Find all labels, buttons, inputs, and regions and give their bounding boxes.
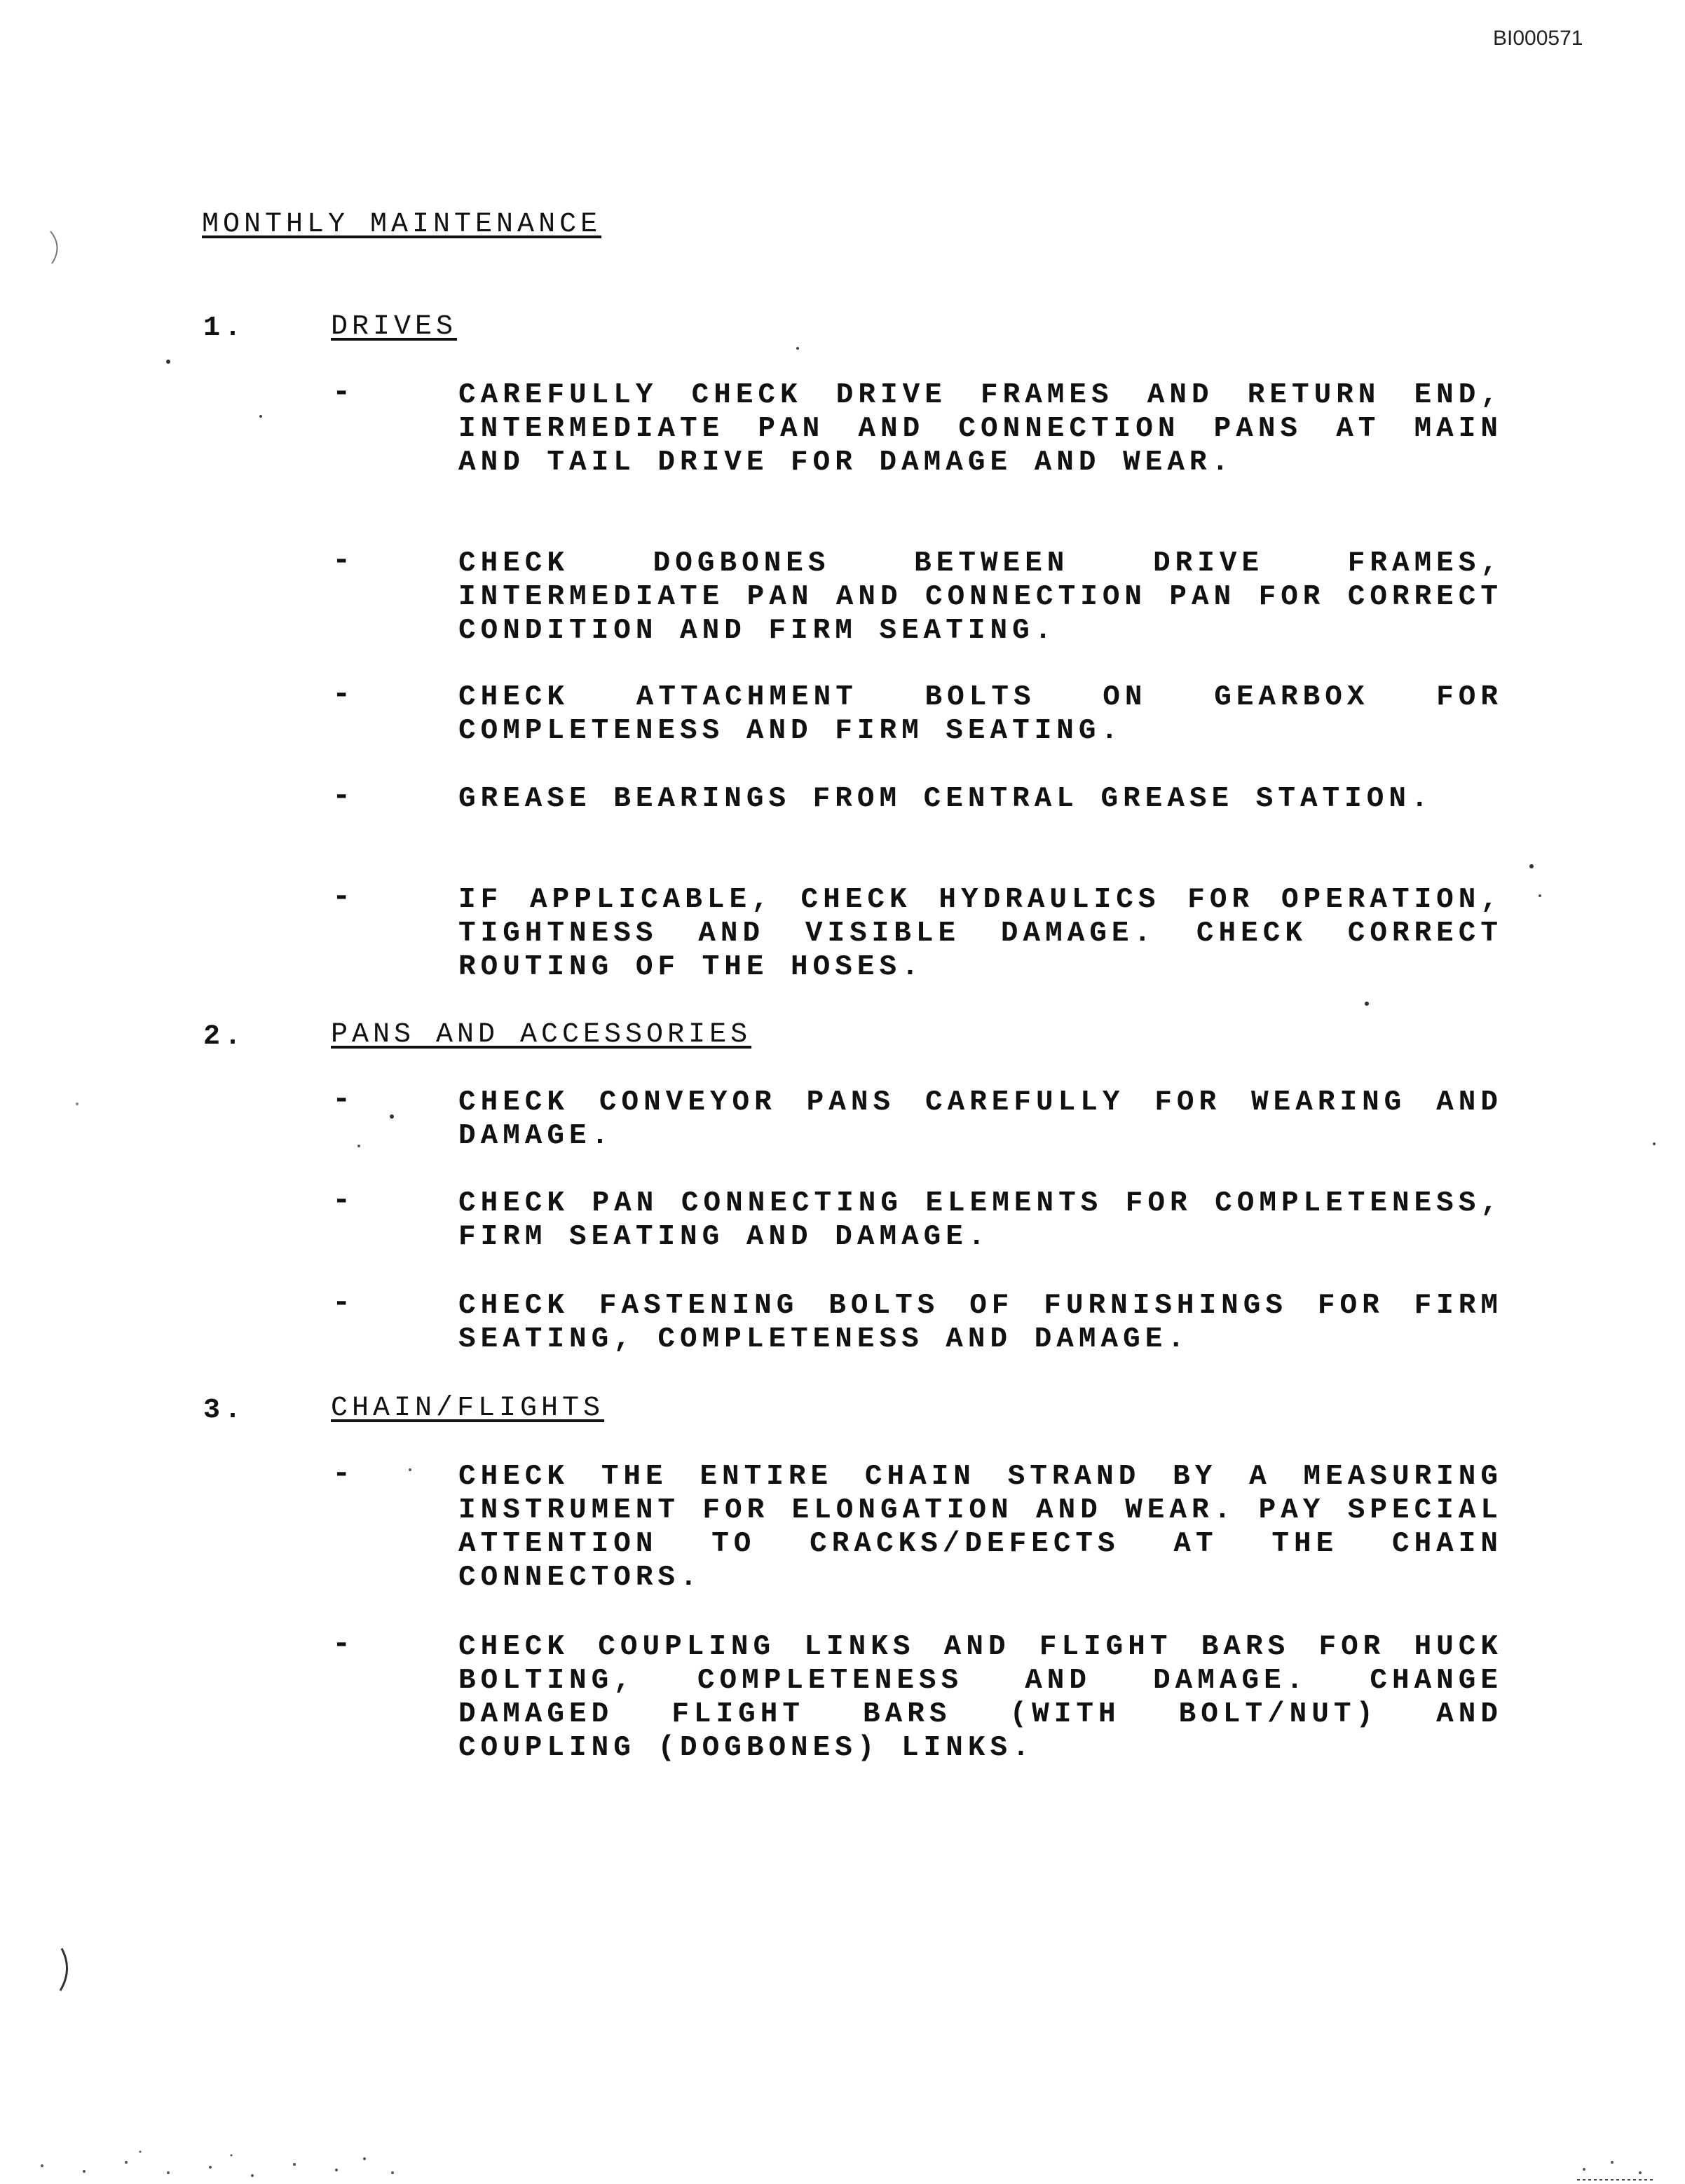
list-bullet: -: [332, 543, 351, 578]
list-item: IF APPLICABLE, CHECK HYDRAULICS FOR OPERATION, TIGHTNESS AND VISIBLE DAMAGE. CHECK CORRECT ROUTING OF THE HOSES.: [458, 884, 1503, 983]
list-bullet: -: [332, 1183, 351, 1218]
speck: [1539, 894, 1541, 897]
list-item: CHECK PAN CONNECTING ELEMENTS FOR COMPLETENESS, FIRM SEATING AND DAMAGE.: [458, 1187, 1503, 1253]
list-item: CHECK FASTENING BOLTS OF FURNISHINGS FOR FIRM SEATING, COMPLETENESS AND DAMAGE.: [458, 1290, 1503, 1356]
list-bullet: -: [332, 1627, 351, 1662]
list-bullet: -: [332, 880, 351, 915]
list-bullet: -: [332, 375, 351, 410]
speck: [76, 1103, 79, 1105]
section-title-chain: CHAIN/FLIGHTS: [331, 1393, 605, 1424]
left-edge-mark: [60, 1948, 67, 1991]
speck: [796, 347, 799, 350]
speck: [409, 1468, 411, 1471]
list-bullet: -: [332, 779, 351, 814]
speck: [259, 415, 262, 418]
document-id: BI000571: [1493, 27, 1583, 50]
list-item: CHECK ATTACHMENT BOLTS ON GEARBOX FOR COMPLETENESS AND FIRM SEATING.: [458, 681, 1503, 747]
list-item: CHECK DOGBONES BETWEEN DRIVE FRAMES, INTERMEDIATE PAN AND CONNECTION PAN FOR CORRECT CONDITION AND FIRM SEATING.: [458, 547, 1503, 647]
list-bullet: -: [332, 1456, 351, 1492]
speck: [1529, 864, 1534, 868]
speck: [1365, 1002, 1369, 1006]
list-item: CHECK THE ENTIRE CHAIN STRAND BY A MEASURING INSTRUMENT FOR ELONGATION AND WEAR. PAY SPECIAL ATTENTION TO CRACKS/DEFECTS AT THE CHAIN CONNECTORS.: [458, 1461, 1503, 1594]
bottom-right-scan-noise: [1577, 2161, 1654, 2180]
speck: [390, 1114, 394, 1119]
list-item: GREASE BEARINGS FROM CENTRAL GREASE STATION.: [458, 783, 1433, 815]
speck: [166, 360, 170, 364]
section-title-drives: DRIVES: [331, 311, 458, 343]
section-title-pans: PANS AND ACCESSORIES: [331, 1019, 752, 1051]
list-item: CHECK COUPLING LINKS AND FLIGHT BARS FOR HUCK BOLTING, COMPLETENESS AND DAMAGE. CHANGE DAMAGED FLIGHT BARS (WITH BOLT/NUT) AND COUPLING (DOGBONES) LINKS.: [458, 1631, 1503, 1764]
page-title: MONTHLY MAINTENANCE: [202, 209, 602, 240]
section-number-drives: 1.: [203, 313, 246, 344]
list-item: CAREFULLY CHECK DRIVE FRAMES AND RETURN END, INTERMEDIATE PAN AND CONNECTION PANS AT MAIN AND TAIL DRIVE FOR DAMAGE AND WEAR.: [458, 379, 1503, 479]
bottom-left-scan-noise: [41, 2151, 394, 2178]
list-item: CHECK CONVEYOR PANS CAREFULLY FOR WEARING AND DAMAGE.: [458, 1086, 1503, 1152]
list-bullet: -: [332, 677, 351, 712]
speck: [1653, 1142, 1656, 1145]
list-bullet: -: [332, 1082, 351, 1117]
speck: [357, 1145, 360, 1147]
left-edge-mark: [50, 231, 57, 264]
list-bullet: -: [332, 1285, 351, 1320]
section-number-pans: 2.: [203, 1021, 246, 1053]
section-number-chain: 3.: [203, 1395, 246, 1426]
